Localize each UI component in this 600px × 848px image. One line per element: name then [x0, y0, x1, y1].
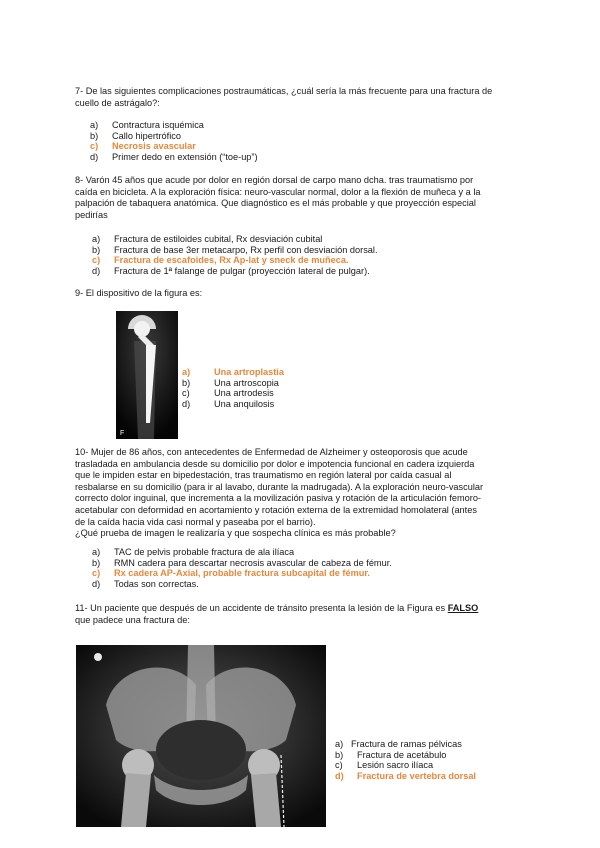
option-8c[interactable]: c) Fractura de escafoides, Rx Ap-lat y sneck de muñeca.	[92, 255, 349, 265]
question-9-stem: 9- El dispositivo de la figura es:	[75, 288, 203, 298]
option-10d[interactable]: d) Todas son correctas.	[92, 578, 199, 589]
option-10b[interactable]: b) RMN cadera para descartar necrosis avascular de cabeza de fémur.	[92, 557, 392, 568]
question-10-stem: 10- Mujer de 86 años, con antecedentes de Enfermedad de Alzheimer y osteoporosis que acude trasladada en ambulancia desde su domicilio por dolor e impotencia funcional en cadera izquierda que le impiden estar en bipedestación, tras traumatismo en región lateral por caída casual al resbalarse en su domicilio (para ir al lavabo, durante la madrugada). A la exploración neuro-vascular correcto dolor inguinal, que incrementa a la movilización pasiva y rotación de la articulación femoro-acetabular con deformidad en acortamiento y rotación externa de la extremidad homolateral (antes de la caída hacia vida casi normal y paseaba por el barrio).	[75, 447, 484, 527]
question-11-stem: 11- Un paciente que después de un accidente de tránsito presenta la lesión de la Figura es FALSO que padece una fractura de:	[75, 603, 479, 625]
option-11d[interactable]: d) Fractura de vertebra dorsal	[335, 770, 476, 781]
option-11b[interactable]: b) Fractura de acetábulo	[335, 749, 447, 760]
option-8a[interactable]: a) Fractura de estiloides cubital, Rx desviación cubital	[92, 234, 323, 244]
option-9d[interactable]: d) Una anquilosis	[182, 398, 275, 409]
question-9-options	[182, 367, 284, 409]
option-10c[interactable]: c) Rx cadera AP-Axial, probable fractura subcapital de fémur.	[92, 568, 370, 578]
option-10a[interactable]: a) TAC de pelvis probable fractura de ala ilíaca	[92, 547, 295, 557]
option-9c[interactable]: c) Una artrodesis	[182, 388, 274, 398]
image-label: F	[120, 430, 125, 437]
option-8d[interactable]: d) Fractura de 1ª falange de pulgar (proyección lateral de pulgar).	[92, 265, 370, 276]
option-8b[interactable]: b) Fractura de base 3er metacarpo, Rx perfil con desviación dorsal.	[92, 244, 378, 255]
question-9	[75, 288, 495, 300]
question-7-options	[90, 120, 258, 162]
question-10-question: ¿Qué prueba de imagen le realizaría y que sospecha clínica es más probable?	[75, 528, 396, 539]
question-8	[75, 175, 495, 221]
question-7	[75, 86, 505, 109]
pelvis-xray	[76, 645, 326, 827]
option-7d[interactable]: d) Primer dedo en extensión (“toe-up”)	[90, 151, 258, 162]
hip-prosthesis-xray	[116, 311, 178, 439]
option-11c[interactable]: c) Lesión sacro ilíaca	[335, 760, 434, 770]
option-7b[interactable]: b) Callo hipertrófico	[90, 130, 181, 141]
question-8-options	[92, 234, 378, 276]
hip-prosthesis-xray-drawing	[116, 311, 178, 439]
question-10	[75, 447, 487, 540]
option-7a[interactable]: a) Contractura isquémica	[90, 120, 204, 130]
question-11-options	[335, 739, 476, 781]
pelvis-xray-drawing	[76, 645, 326, 827]
option-7c[interactable]: c) Necrosis avascular	[90, 141, 196, 151]
option-9a[interactable]: a) Una artroplastia	[182, 367, 284, 377]
question-11	[75, 603, 495, 626]
option-11a[interactable]: a) Fractura de ramas pélvicas	[335, 739, 462, 749]
option-9b[interactable]: b) Una artroscopia	[182, 377, 279, 388]
question-8-stem: 8- Varón 45 años que acude por dolor en región dorsal de carpo mano dcha. tras traumatismo por caída en bicicleta. A la exploración física: neuro-vascular normal, dolor a la flexión de muñeca y a la palpación de tabaquera anatómica. Que diagnóstico es el más probable y que proyección especial pedirías	[75, 175, 481, 220]
false-emphasis: FALSO	[447, 603, 479, 613]
question-10-options	[92, 547, 392, 589]
question-7-stem: 7- De las siguientes complicaciones postraumáticas, ¿cuál sería la más frecuente para una fractura de cuello de astrágalo?:	[75, 86, 493, 108]
